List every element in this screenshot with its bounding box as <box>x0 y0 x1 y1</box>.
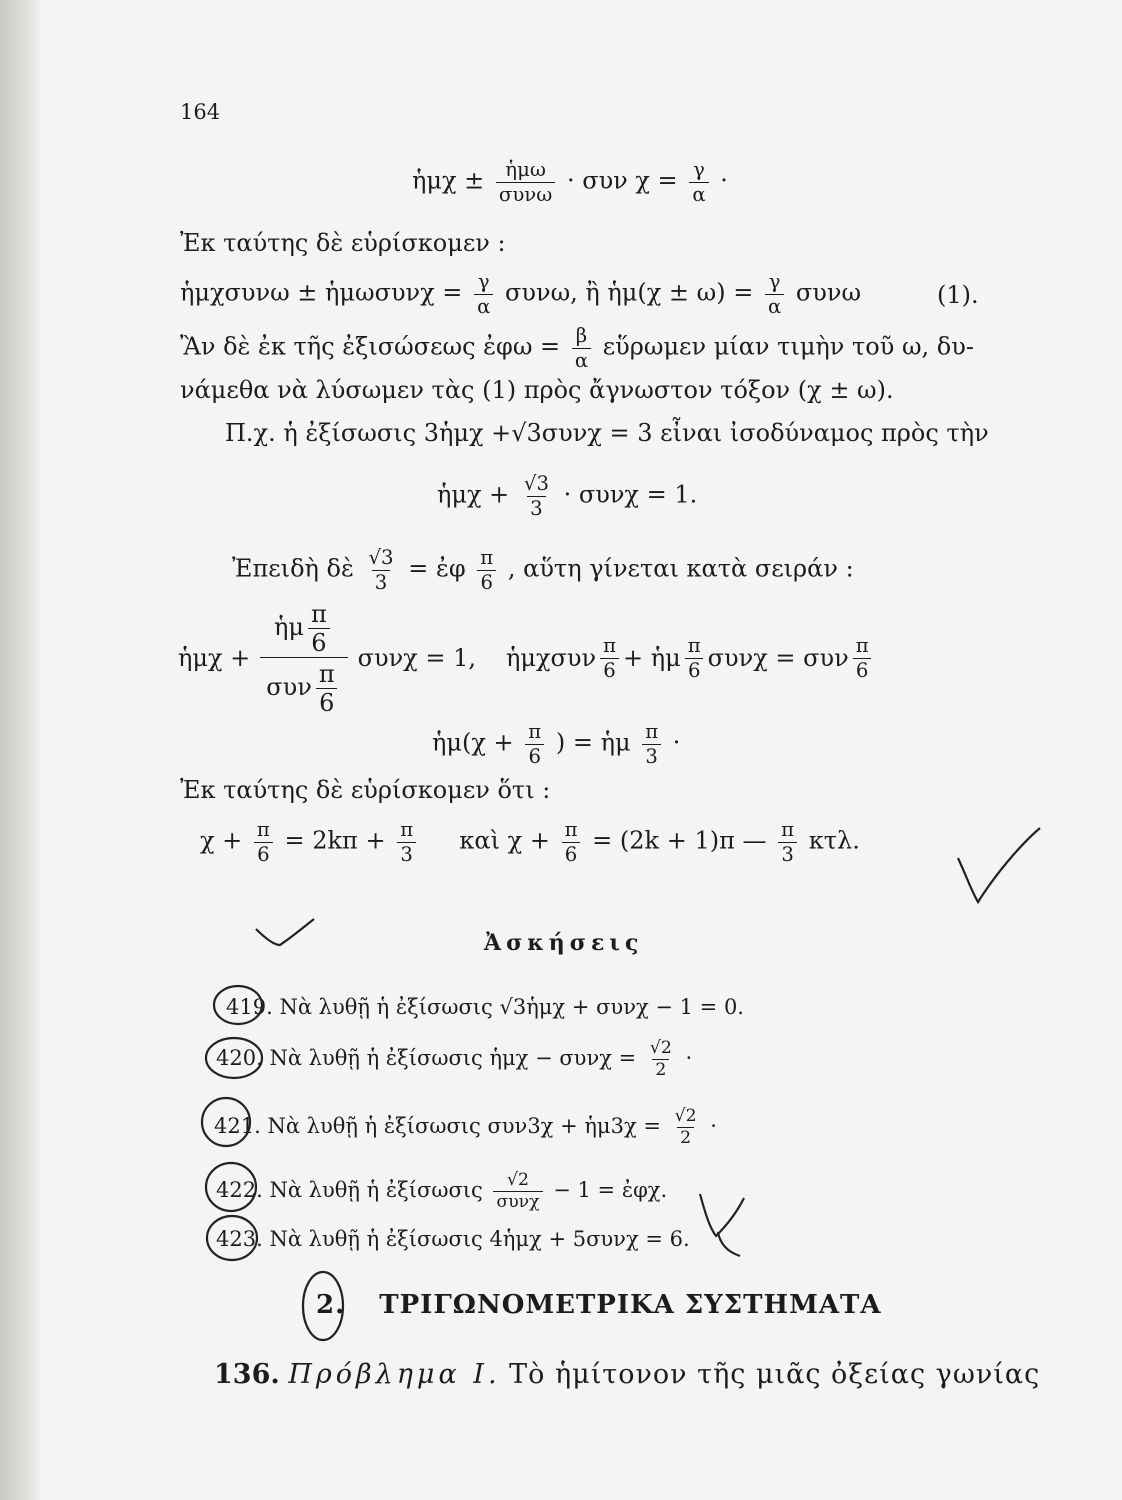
exercise-number: 423. <box>216 1227 263 1251</box>
eq6-b: = 2kπ + <box>284 826 386 855</box>
checkmark-icon <box>250 915 320 955</box>
exercise-number: 421. <box>214 1114 261 1139</box>
eq4-e: + ἡμ <box>623 644 681 672</box>
eq6-frac-2: $\frac{\pi}{3}$ <box>397 820 416 864</box>
equation-5 <box>432 722 680 766</box>
eq4-mid: συνχ = 1, <box>357 644 476 672</box>
eq3-fraction: $\frac{√3}{3}$ <box>523 472 549 520</box>
circle-mark-icon <box>196 1094 256 1150</box>
eq6-a: χ + <box>200 826 243 855</box>
eq6-frac-4: $\frac{\pi}{3}$ <box>778 820 797 864</box>
checkmark-icon <box>688 1180 758 1260</box>
text-line-6: Π.χ. ἡ ἐξίσωσις 3ἡμχ +√3συνχ = 3 εἶναι ἰσοδύναμος πρὸς τὴν <box>225 419 989 447</box>
eq5-mid: ) = ἡμ <box>555 728 631 757</box>
text-line-4 <box>180 326 974 370</box>
eq1-fraction-2: $\frac{\gamma}{\alpha}$ <box>689 160 708 204</box>
line4-right: εὕρωμεν μίαν τιμὴν τοῦ ω, δυ- <box>602 332 974 361</box>
circle-mark-icon <box>208 982 268 1028</box>
eq2-mid: συνω, ἢ ἡμ(χ ± ω) = <box>505 278 754 307</box>
exercise-number: 419. <box>226 995 273 1019</box>
equation-1 <box>412 160 728 204</box>
text-line-11: Ἐκ ταύτης δὲ εὑρίσκομεν ὅτι : <box>180 776 551 804</box>
eq3-left: ἡμχ + <box>437 480 510 509</box>
text-line-2: Ἐκ ταύτης δὲ εὑρίσκομεν : <box>180 229 506 257</box>
page-gutter-shadow <box>0 0 40 1500</box>
eq5-left: ἡμ(χ + <box>432 728 514 757</box>
circle-mark-icon <box>200 1158 262 1216</box>
eq4-frac-3: $\frac{\pi}{6}$ <box>853 636 872 680</box>
eq2-left: ἡμχσυνω ± ἡμωσυνχ = <box>180 278 463 307</box>
eq4-left: ἡμχ + <box>178 644 251 672</box>
eq1-end: · <box>720 166 728 195</box>
exercise-text: Νὰ λυθῇ ἡ ἐξίσωσις ἡμχ − συνχ = <box>269 1046 637 1071</box>
checkmark-icon <box>940 820 1050 910</box>
exercise-number: 420. <box>216 1046 263 1071</box>
exercise-422 <box>216 1172 667 1211</box>
problem-line <box>214 1360 1040 1390</box>
text-line-5: νάμεθα νὰ λύσωμεν τὰς (1) πρὸς ἄγνωστον τόξον (χ ± ω). <box>180 376 894 404</box>
eq6-frac-1: $\frac{\pi}{6}$ <box>254 820 273 864</box>
line8-mid: = ἐφ <box>408 554 466 583</box>
exercise-423 <box>216 1224 690 1254</box>
problem-number: 136. <box>214 1359 280 1390</box>
eq5-fraction-2: $\frac{\pi}{3}$ <box>642 722 661 766</box>
eq4-compound-fraction <box>260 599 347 717</box>
eq4-top: ἡμ $\frac{\pi}{6}$ <box>271 602 337 657</box>
exercise-421 <box>214 1108 717 1147</box>
line4-fraction: $\frac{\beta}{\alpha}$ <box>572 326 591 370</box>
line8-right: , αὕτη γίνεται κατὰ σειράν : <box>507 554 854 583</box>
problem-text: Τὸ ἡμίτονον τῆς μιᾶς ὀξείας γωνίας <box>509 1359 1041 1390</box>
circle-mark-icon <box>202 1212 262 1264</box>
exercises-heading: Ἀσκήσεις <box>484 930 644 956</box>
exercise-end: · <box>685 1046 693 1071</box>
eq6-d: = (2k + 1)π — <box>592 826 767 855</box>
line8-fraction-2: $\frac{\pi}{6}$ <box>477 548 496 592</box>
exercise-end: − 1 = ἐφχ. <box>553 1178 668 1203</box>
eq1-left: ἡμχ ± <box>412 166 485 195</box>
exercise-419 <box>226 992 744 1022</box>
eq1-mid: · συν χ = <box>566 166 678 195</box>
circle-mark-icon <box>298 1266 348 1346</box>
line4-left: Ἂν δὲ ἐκ τῆς ἐξισώσεως ἐφω = <box>180 332 561 361</box>
exercise-fraction: $\frac{√2}{\text{συνχ}}$ <box>493 1172 542 1211</box>
line8-left: Ἐπειδὴ δὲ <box>232 554 354 583</box>
eq4-frac-1: $\frac{\pi}{6}$ <box>600 636 619 680</box>
exercise-text: Νὰ λυθῇ ἡ ἐξίσωσις συν3χ + ἡμ3χ = <box>267 1114 661 1139</box>
eq2-right: συνω <box>795 278 862 307</box>
eq2-fraction-2: $\frac{\gamma}{\alpha}$ <box>765 272 784 316</box>
exercise-number: 422. <box>216 1178 263 1203</box>
exercise-text: Νὰ λυθῇ ἡ ἐξίσωσις <box>269 1178 483 1203</box>
line8-fraction: $\frac{√3}{3}$ <box>368 546 394 594</box>
section-heading <box>316 1290 882 1320</box>
text-line-8 <box>232 548 854 592</box>
circle-mark-icon <box>200 1034 268 1082</box>
exercise-fraction: $\frac{√2}{2}$ <box>649 1038 672 1081</box>
equation-3 <box>437 474 697 518</box>
equation-6 <box>200 820 860 864</box>
eq2-fraction: $\frac{\gamma}{\alpha}$ <box>474 272 493 316</box>
exercise-text: Νὰ λυθῇ ἡ ἐξίσωσις √3ἡμχ + συνχ − 1 = 0. <box>279 995 744 1019</box>
eq6-e: κτλ. <box>808 826 860 855</box>
eq6-frac-3: $\frac{\pi}{6}$ <box>562 820 581 864</box>
eq4-bottom: συν $\frac{\pi}{6}$ <box>260 657 347 715</box>
equation-2-tag: (1). <box>937 281 979 309</box>
eq5-fraction: $\frac{\pi}{6}$ <box>525 722 544 766</box>
eq1-fraction: $\frac{\text{ἡμω}}{\text{συνω}}$ <box>496 160 555 204</box>
section-title: ΤΡΙΓΩΝΟΜΕΤΡΙΚΑ ΣΥΣΤΗΜΑΤΑ <box>379 1290 882 1320</box>
exercise-fraction: $\frac{√2}{2}$ <box>674 1106 697 1149</box>
eq3-right: · συνχ = 1. <box>563 480 698 509</box>
equation-2 <box>180 272 861 316</box>
eq4-frac-2: $\frac{\pi}{6}$ <box>685 636 704 680</box>
page-number: 164 <box>180 100 221 124</box>
exercise-end: · <box>710 1114 717 1139</box>
exercise-420 <box>216 1040 692 1079</box>
eq4-c: ἡμχσυν <box>505 644 597 672</box>
section-number: 2. <box>316 1290 346 1320</box>
eq5-end: · <box>672 728 681 757</box>
eq4-f: συνχ = συν <box>707 644 849 672</box>
exercise-text: Νὰ λυθῇ ἡ ἐξίσωσις 4ἡμχ + 5συνχ = 6. <box>269 1227 690 1251</box>
eq6-c: καὶ χ + <box>459 826 550 855</box>
problem-label: Πρόβλημα Ι. <box>288 1359 501 1390</box>
equation-4 <box>178 599 876 717</box>
